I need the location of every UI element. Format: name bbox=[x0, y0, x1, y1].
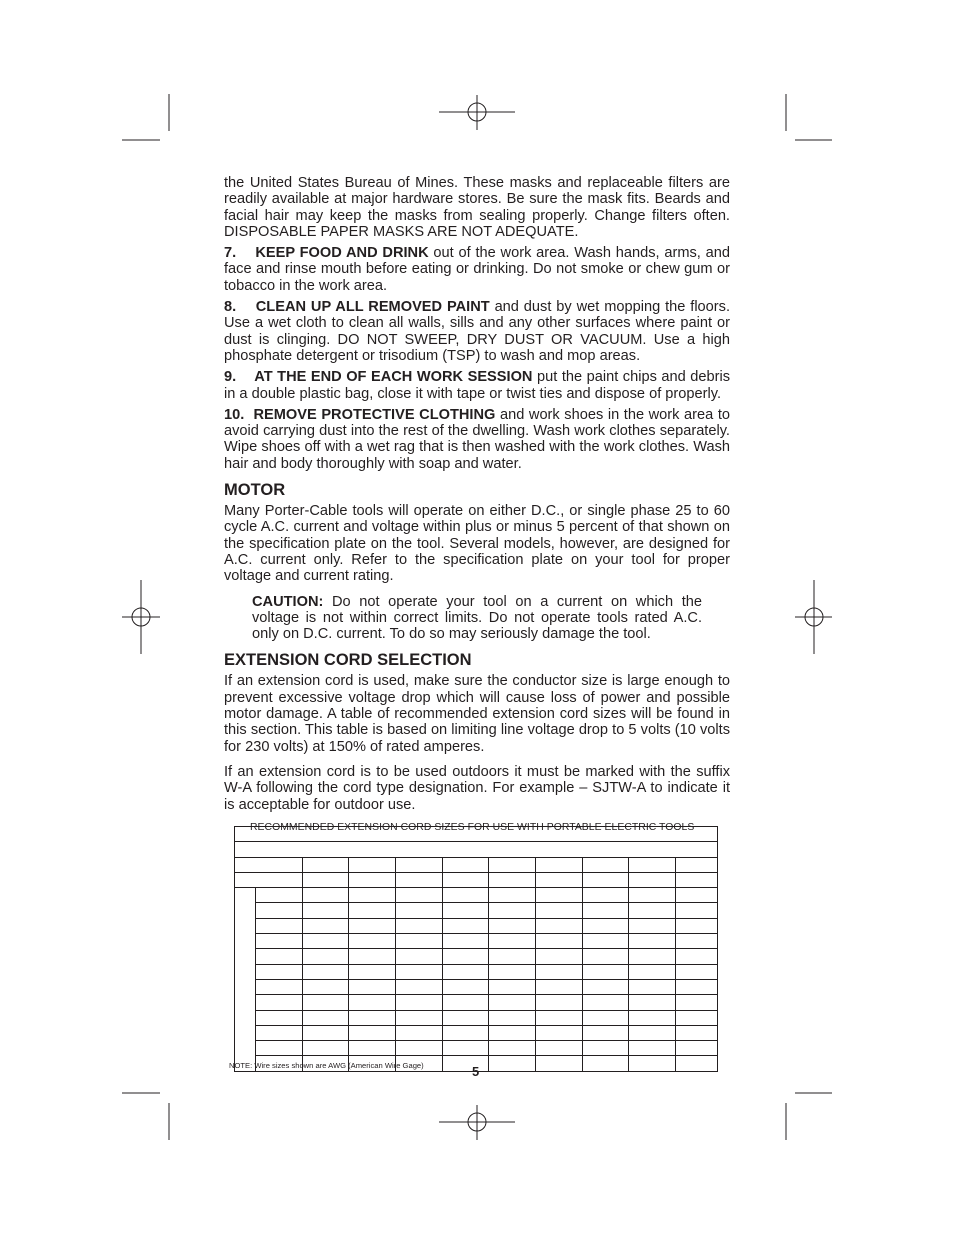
table-row bbox=[235, 918, 718, 933]
list-item: 10. REMOVE PROTECTIVE CLOTHING and work shoes in the work area to avoid carrying dust into the rest of the dwelling. Wash work clothes separately. Wipe shoes off with a wet rag that is then washed with the work clothes. Wash hair and body thoroughly with soap and water. bbox=[224, 406, 731, 472]
extension-heading: EXTENSION CORD SELECTION bbox=[224, 651, 472, 670]
item-text: and dust by wet mopping the floors. Use a wet cloth to clean all walls, sills and any other surfaces where paint or dust is clinging. DO NOT SWEEP, DRY DUST OR VACUUM. Use a high phosphate detergent or trisodium (TSP) to wash and mop areas. bbox=[224, 299, 731, 364]
page-content bbox=[224, 175, 730, 834]
table-title: RECOMMENDED EXTENSION CORD SIZES FOR USE WITH PORTABLE ELECTRIC TOOLS bbox=[250, 821, 695, 833]
table-header-row bbox=[235, 872, 718, 887]
item-text: out of the work area. Wash hands, arms, and face and rinse mouth before eating or drinking. Do not smoke or chew gum or tobacco in the work area. bbox=[224, 245, 730, 294]
table-header-row bbox=[235, 842, 718, 857]
table-row bbox=[235, 1041, 718, 1056]
page-number: 5 bbox=[472, 1064, 480, 1079]
table-row bbox=[235, 934, 718, 949]
table-header-row bbox=[235, 827, 718, 842]
table-note: NOTE: Wire sizes shown are AWG (American Wire Gage) bbox=[229, 1061, 424, 1070]
table-row bbox=[235, 1010, 718, 1025]
table-row bbox=[235, 964, 718, 979]
table-row bbox=[235, 888, 718, 903]
item-lead: AT THE END OF EACH WORK SESSION bbox=[254, 369, 533, 386]
table-row bbox=[235, 903, 718, 918]
table-row bbox=[235, 949, 718, 964]
intro-paragraph: the United States Bureau of Mines. These masks and replaceable filters are readily available at major hardware stores. Be sure the mask fits. Beards and facial hair may keep the masks from sealing properly. Change filters often. DISPOSABLE PAPER MASKS ARE NOT ADEQUATE. bbox=[224, 175, 730, 240]
extension-cord-table bbox=[234, 826, 718, 1072]
item-lead: REMOVE PROTECTIVE CLOTHING bbox=[253, 406, 496, 423]
item-lead: KEEP FOOD AND DRINK bbox=[255, 245, 429, 262]
list-item: 8. CLEAN UP ALL REMOVED PAINT and dust by wet mopping the floors. Use a wet cloth to clean all walls, sills and any other surfaces where paint or dust is clinging. DO NOT SWEEP, DRY DUST OR VACUUM. Use a high phosphate detergent or trisodium (TSP) to wash and mop areas. bbox=[224, 299, 731, 364]
table-row bbox=[235, 995, 718, 1010]
caution-text: Do not operate your tool on a current on which the voltage is not within correct limits. Do not operate tools rated A.C. only on D.C. current. To do so may seriously damage the tool. bbox=[252, 593, 702, 643]
list-item: 7. KEEP FOOD AND DRINK out of the work area. Wash hands, arms, and face and rinse mouth before eating or drinking. Do not smoke or chew gum or tobacco in the work area. bbox=[224, 245, 730, 294]
table-row bbox=[235, 979, 718, 994]
caution-note bbox=[252, 594, 702, 643]
caution-label: CAUTION: bbox=[252, 593, 324, 610]
extension-paragraph-2: If an extension cord is to be used outdoors it must be marked with the suffix W-A following the cord type designation. For example – SJTW-A to indicate it is acceptable for outdoor use. bbox=[224, 763, 730, 813]
item-lead: CLEAN UP ALL REMOVED PAINT bbox=[255, 299, 490, 316]
motor-paragraph: Many Porter-Cable tools will operate on either D.C., or single phase 25 to 60 cycle A.C. current and voltage within plus or minus 5 percent of that shown on the specification plate on the tool. Several models, however, are designed for A.C. current only. Refer to the specification plate on your tool for proper voltage and current rating. bbox=[224, 503, 730, 585]
extension-paragraph-1: If an extension cord is used, make sure the conductor size is large enough to prevent excessive voltage drop which will cause loss of power and possible motor damage. A table of recommended extension cord sizes will be found in this section. This table is based on limiting line voltage drop to 5 volts (10 volts for 230 volts) at 150% of rated amperes. bbox=[224, 673, 730, 755]
table-row bbox=[235, 1025, 718, 1040]
item-text: put the paint chips and debris in a double plastic bag, close it with tape or twist ties and dispose of properly. bbox=[224, 369, 731, 402]
table-header-row bbox=[235, 857, 718, 872]
item-text: and work shoes in the work area to avoid carrying dust into the rest of the dwelling. Wash work clothes separately. Wipe shoes off with a wet rag that is then washed with the work clothes. Wash hair and body thoroughly with soap and water. bbox=[224, 406, 731, 472]
list-item: 9. AT THE END OF EACH WORK SESSION put the paint chips and debris in a double plastic bag, close it with tape or twist ties and dispose of properly. bbox=[224, 369, 731, 402]
motor-heading: MOTOR bbox=[224, 481, 286, 500]
